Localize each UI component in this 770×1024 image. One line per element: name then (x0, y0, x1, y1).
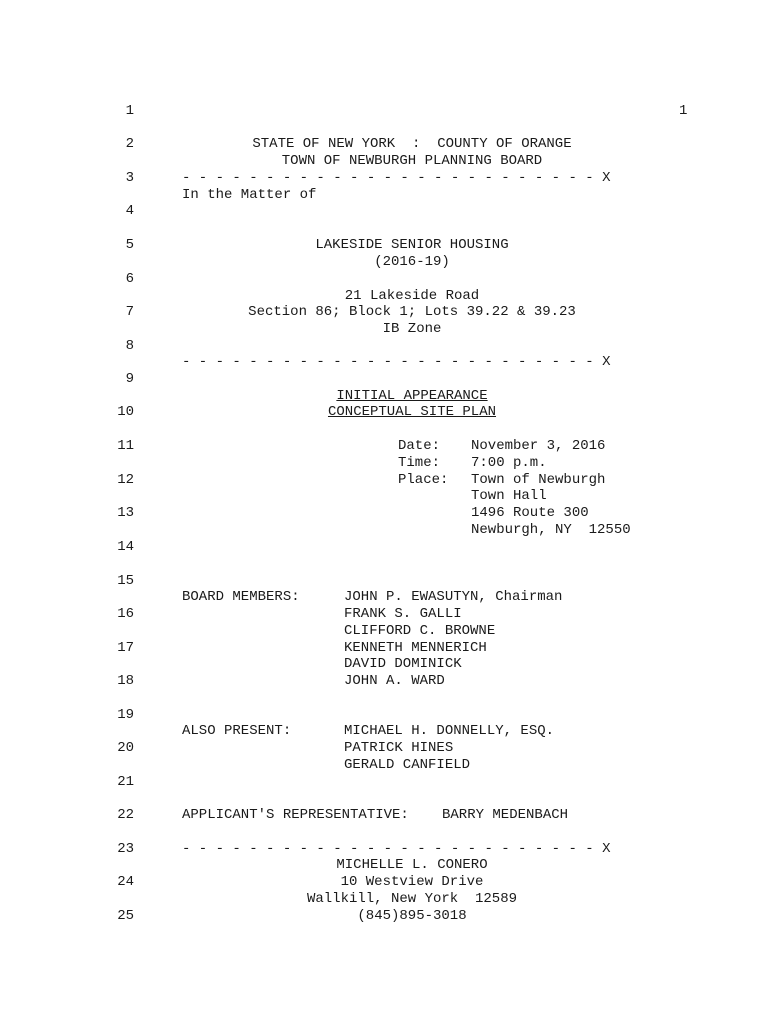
project-address: 21 Lakeside Road (344, 288, 480, 304)
line-number: 16 (117, 606, 134, 622)
caption-board-line: TOWN OF NEWBURGH PLANNING BOARD (281, 153, 543, 169)
place-line: Newburgh, NY 12550 (471, 522, 631, 538)
proceeding-type-line2: CONCEPTUAL SITE PLAN (327, 404, 497, 420)
line-number: 5 (125, 237, 134, 253)
project-number: (2016-19) (374, 254, 450, 270)
reporter-city: Wallkill, New York 12589 (306, 891, 518, 907)
place-line: 1496 Route 300 (471, 505, 589, 521)
line-number: 9 (125, 371, 134, 387)
line-number: 6 (125, 271, 134, 287)
line-number: 22 (117, 807, 134, 823)
place-line: Town Hall (471, 488, 547, 504)
place-line: Town of Newburgh (471, 472, 606, 488)
date-label: Date: (398, 438, 441, 454)
board-member-name: FRANK S. GALLI (344, 606, 462, 622)
also-present-name: GERALD CANFIELD (344, 757, 471, 773)
time-label: Time: (398, 455, 441, 471)
reporter-name: MICHELLE L. CONERO (336, 857, 488, 873)
line-number: 12 (117, 472, 134, 488)
separator-line: - - - - - - - - - - - - - - - - - - - - - - - - - X (182, 841, 611, 857)
also-present-name: MICHAEL H. DONNELLY, ESQ. (344, 723, 555, 739)
applicant-name: BARRY MEDENBACH (442, 807, 569, 823)
also-present-label: ALSO PRESENT: (182, 723, 292, 739)
line-number: 8 (125, 338, 134, 354)
board-member-name: DAVID DOMINICK (344, 656, 462, 672)
line-number: 1 (125, 103, 134, 119)
time-value: 7:00 p.m. (471, 455, 547, 471)
line-number: 21 (117, 774, 134, 790)
project-section-block-lots: Section 86; Block 1; Lots 39.22 & 39.23 (248, 304, 576, 320)
line-number: 14 (117, 539, 134, 555)
reporter-street: 10 Westview Drive (340, 874, 484, 890)
caption-court-line: STATE OF NEW YORK : COUNTY OF ORANGE (252, 136, 572, 152)
line-number: 11 (117, 438, 134, 454)
separator-line: - - - - - - - - - - - - - - - - - - - - - - - - - X (182, 170, 611, 186)
line-number: 13 (117, 505, 134, 521)
also-present-name: PATRICK HINES (344, 740, 454, 756)
line-number: 17 (117, 640, 134, 656)
board-member-name: JOHN P. EWASUTYN, Chairman (344, 589, 563, 605)
matter-intro: In the Matter of (182, 187, 317, 203)
place-label: Place: (398, 472, 449, 488)
board-member-name: JOHN A. WARD (344, 673, 445, 689)
line-number: 20 (117, 740, 134, 756)
separator-line: - - - - - - - - - - - - - - - - - - - - - - - - - X (182, 354, 611, 370)
date-value: November 3, 2016 (471, 438, 606, 454)
board-member-name: KENNETH MENNERICH (344, 640, 487, 656)
line-number: 2 (125, 136, 134, 152)
project-name: LAKESIDE SENIOR HOUSING (315, 237, 509, 253)
reporter-phone: (845)895-3018 (357, 908, 467, 924)
page-number: 1 (679, 103, 688, 119)
line-number: 18 (117, 673, 134, 689)
project-zone: IB Zone (382, 321, 442, 337)
line-number: 4 (125, 203, 134, 219)
proceeding-type-line1: INITIAL APPEARANCE (336, 388, 488, 404)
line-number: 23 (117, 841, 134, 857)
board-members-label: BOARD MEMBERS: (182, 589, 300, 605)
line-number: 24 (117, 874, 134, 890)
line-number: 7 (125, 304, 134, 320)
line-number: 3 (125, 170, 134, 186)
line-number: 15 (117, 573, 134, 589)
line-number: 19 (117, 707, 134, 723)
applicant-label: APPLICANT'S REPRESENTATIVE: (182, 807, 409, 823)
board-member-name: CLIFFORD C. BROWNE (344, 623, 496, 639)
line-number: 25 (117, 908, 134, 924)
line-number: 10 (117, 404, 134, 420)
